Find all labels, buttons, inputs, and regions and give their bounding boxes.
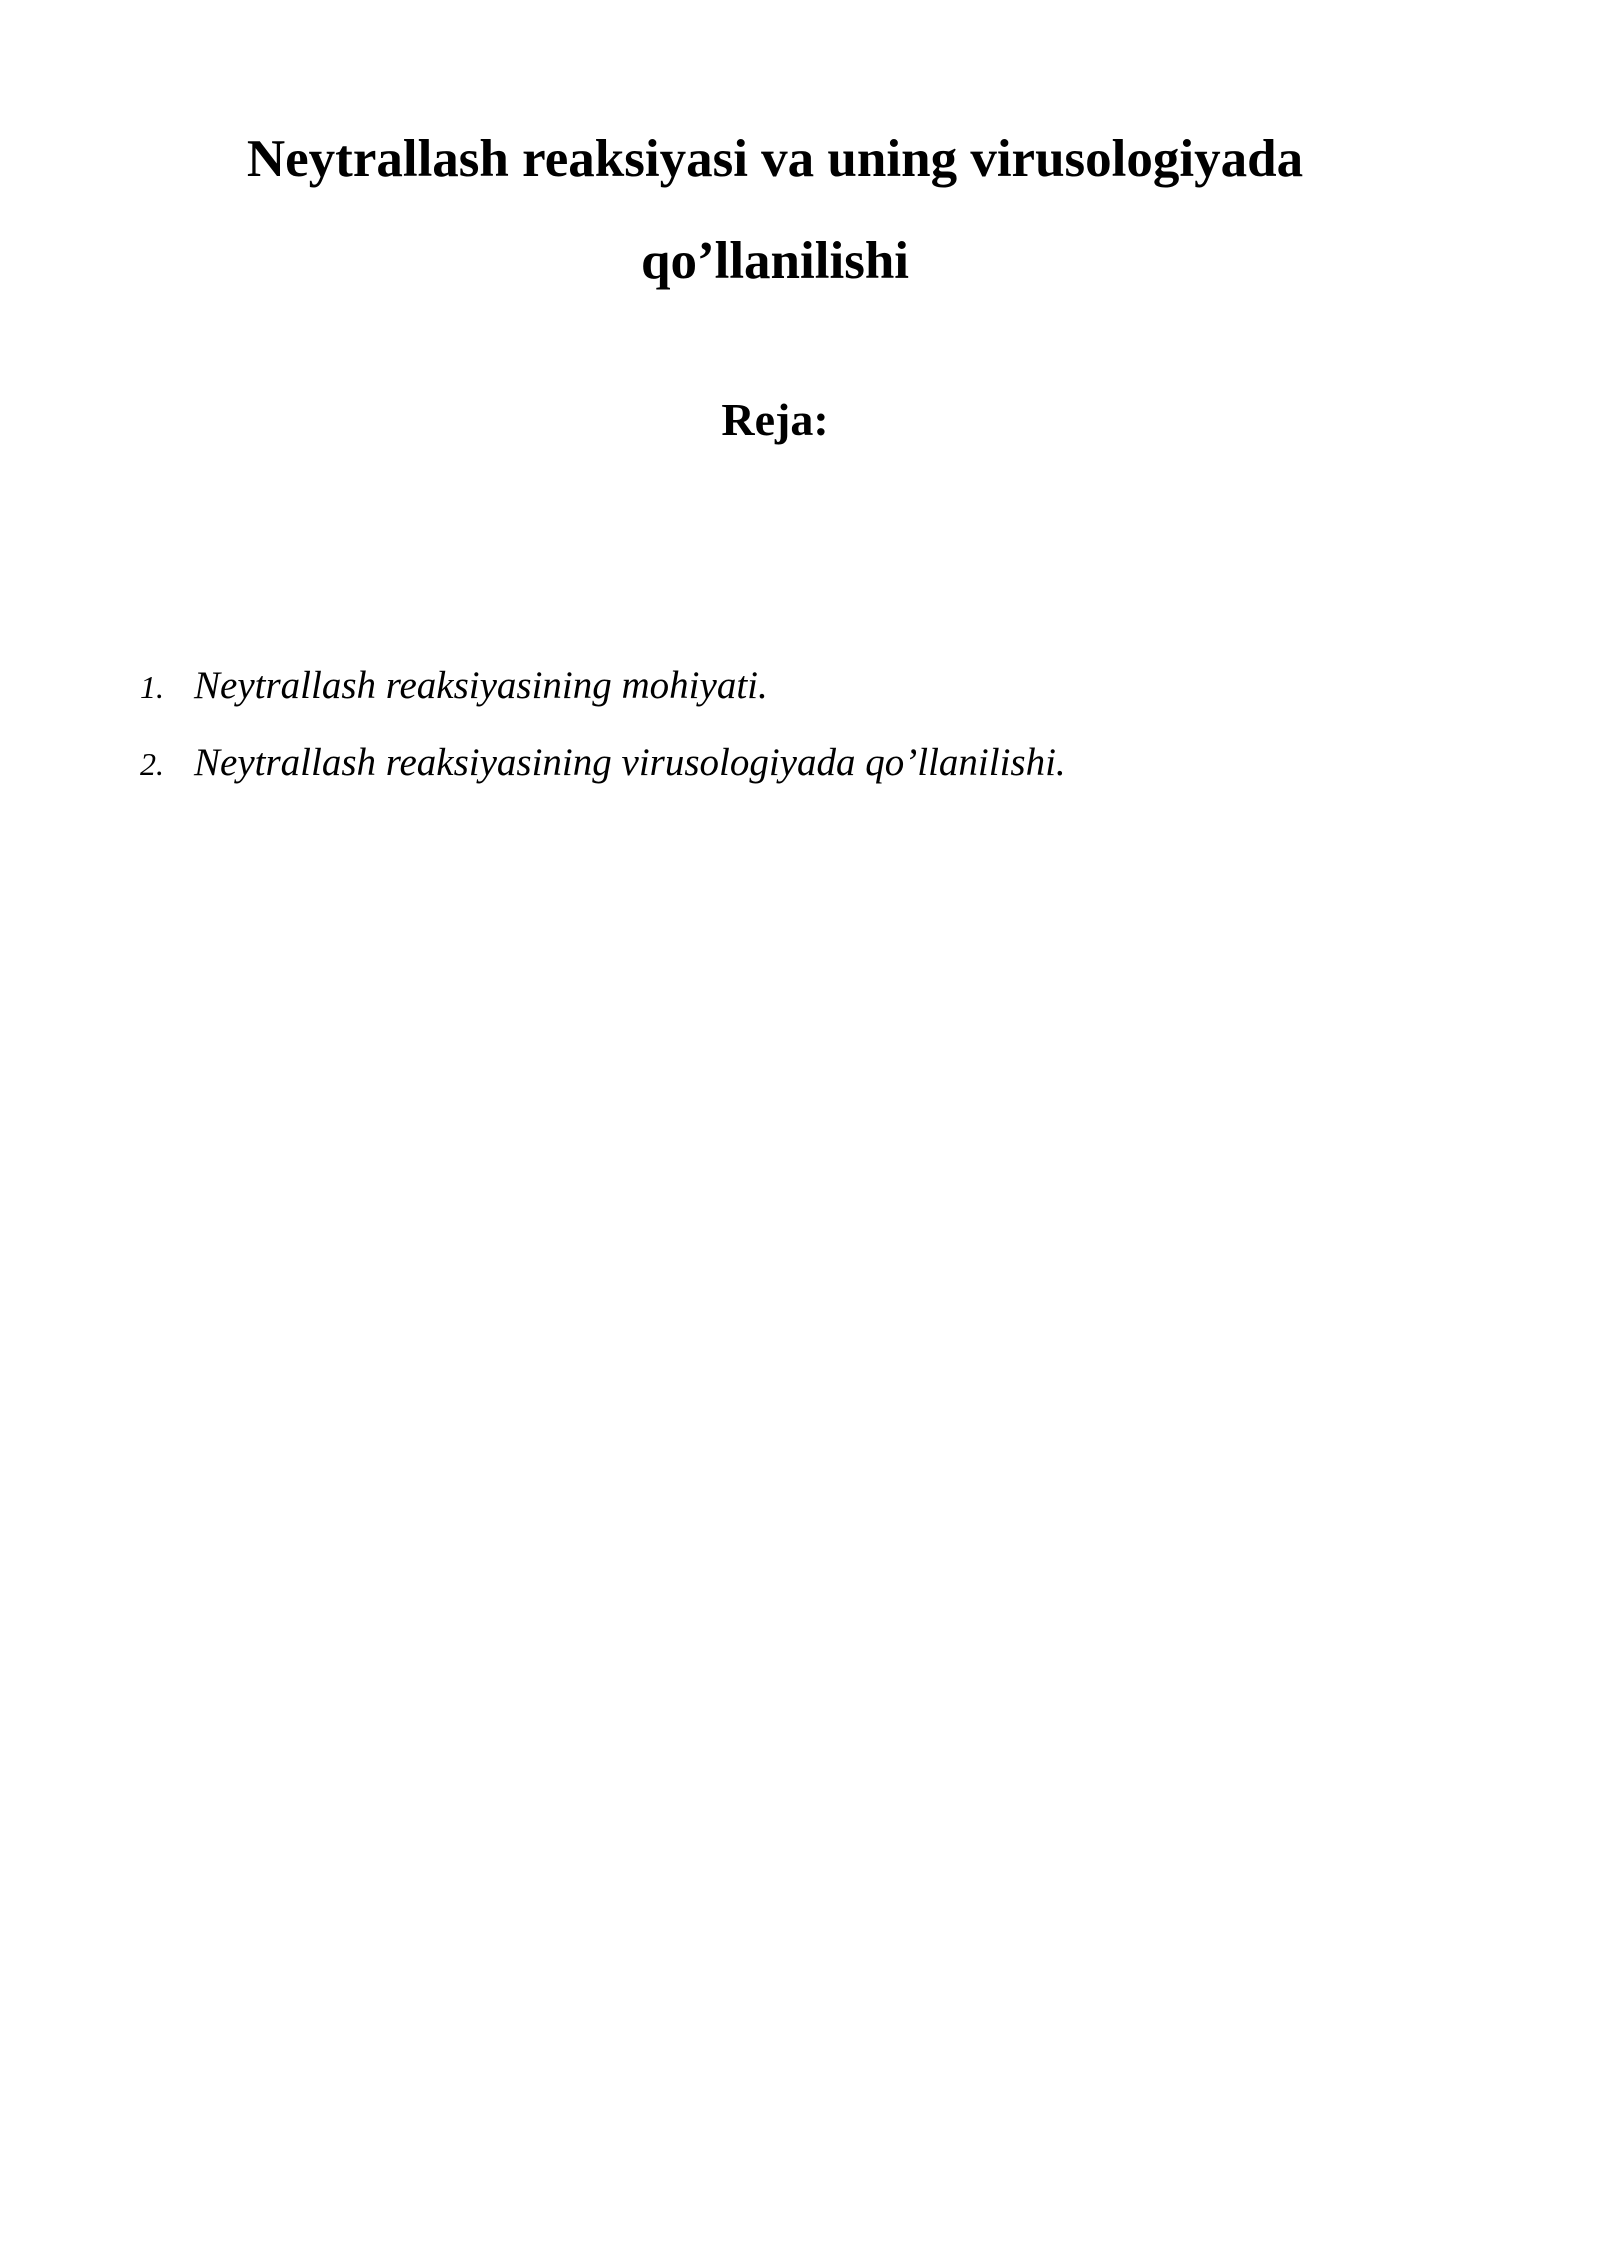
list-item bbox=[140, 648, 1460, 725]
list-item-number: 1. bbox=[140, 669, 164, 705]
document-title bbox=[140, 108, 1410, 312]
list-item-number: 2. bbox=[140, 746, 164, 782]
list-item-text: Neytrallash reaksiyasining virusologiyada qo’llanilishi. bbox=[194, 741, 1066, 784]
plan-list bbox=[140, 648, 1460, 802]
list-item-text: Neytrallash reaksiyasining mohiyati. bbox=[194, 664, 768, 707]
title-line-2: qo’llanilishi bbox=[640, 232, 910, 290]
title-line-1: Neytrallash reaksiyasi va uning virusologiyada bbox=[246, 130, 1304, 188]
list-item bbox=[140, 725, 1460, 802]
plan-heading: Reja: bbox=[721, 394, 829, 445]
